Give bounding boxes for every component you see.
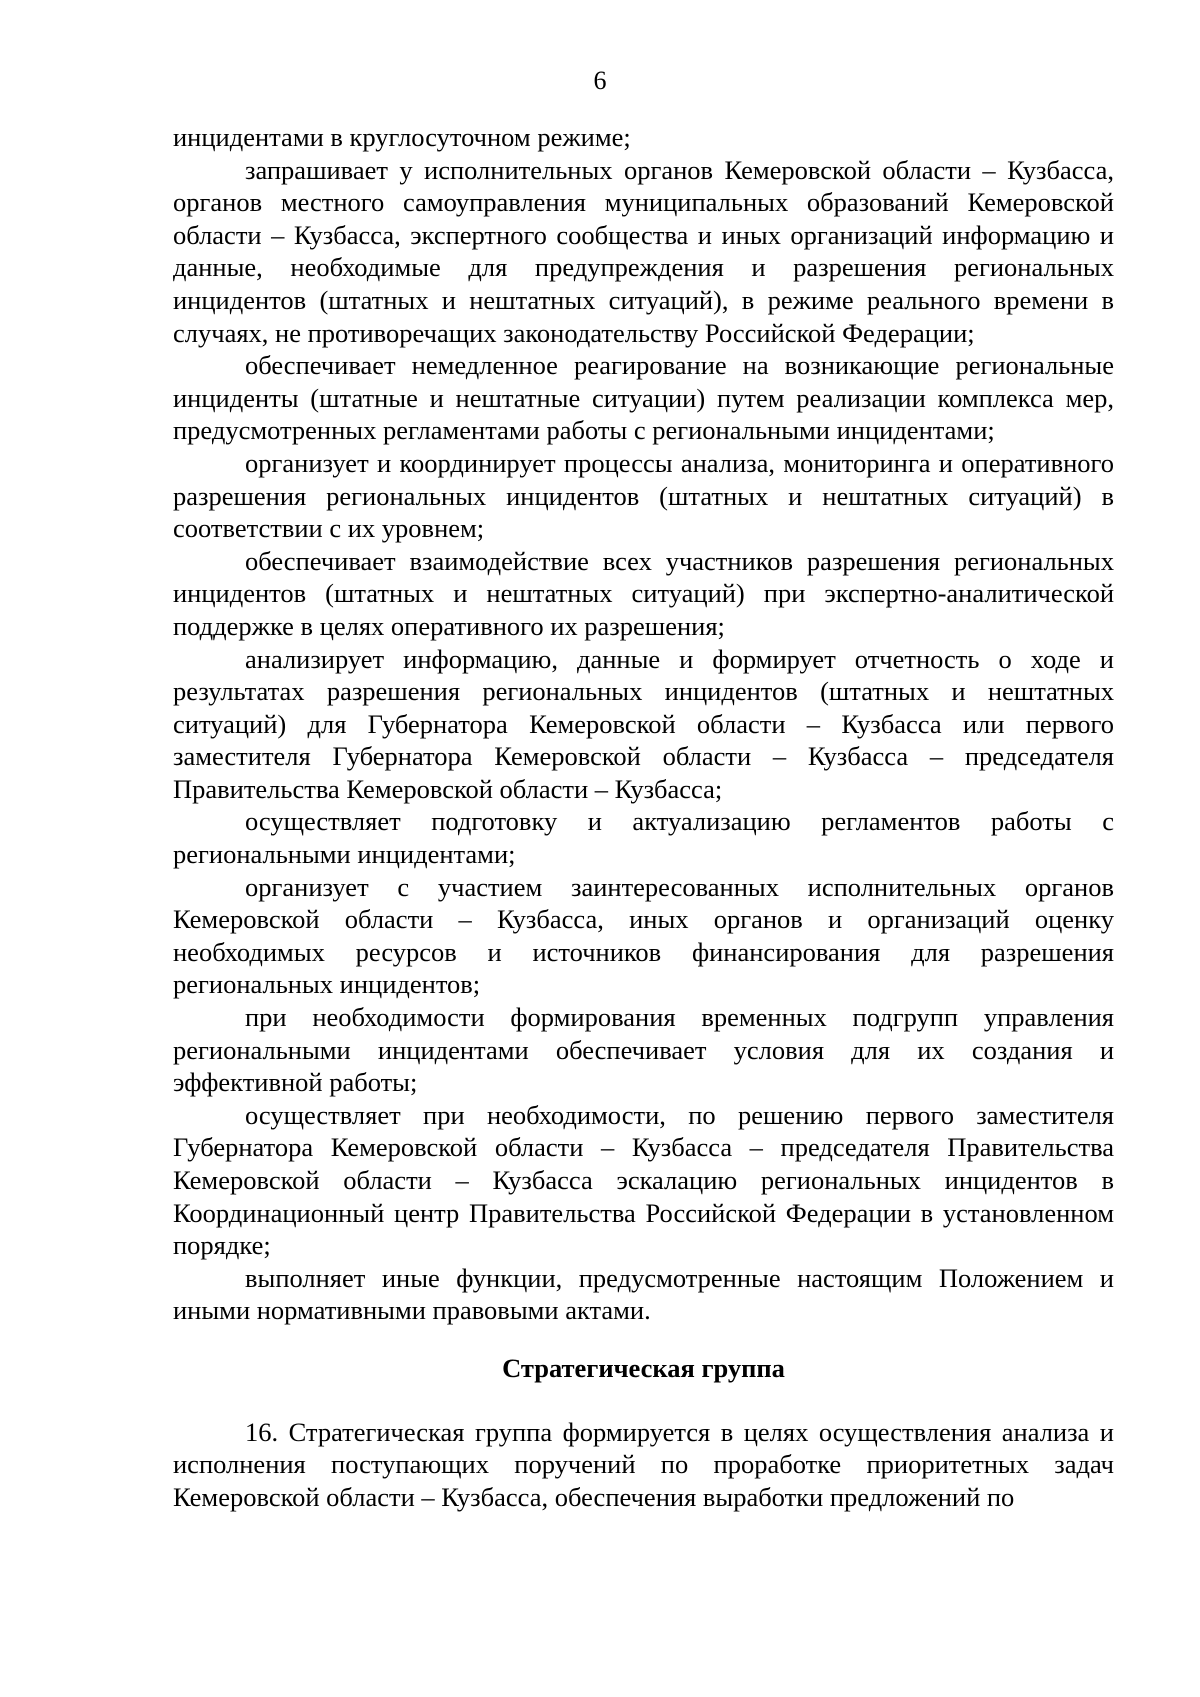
paragraph-immediate-response: обеспечивает немедленное реагирование на возникающие региональные инциденты (штатные и нештатные ситуации) путем реализации комплекса мер, предусмотренных регламентами работы с региональными инцидентами; [173, 350, 1114, 446]
paragraph-regulations: осуществляет подготовку и актуализацию регламентов работы с региональными инцидентами; [173, 806, 1114, 870]
section-heading: Стратегическая группа [502, 1352, 785, 1383]
paragraph-item-16: 16. Стратегическая группа формируется в целях осуществления анализа и исполнения поступающих поручений по проработке приоритетных задач Кемеровской области – Кузбасса, обеспечения выработки предложений по [173, 1416, 1114, 1512]
paragraph-escalation: осуществляет при необходимости, по решению первого заместителя Губернатора Кемеровской области – Кузбасса – председателя Правительства Кемеровской области – Кузбасса эскалацию региональных инцидентов в Координационный центр Правительства Российской Федерации в установленном порядке; [173, 1099, 1114, 1261]
paragraph-interaction: обеспечивает взаимодействие всех участников разрешения региональных инцидентов (штатных и нештатных ситуаций) при экспертно-аналитической поддержке в целях оперативного их разрешения; [173, 545, 1114, 641]
paragraph-continuation: инцидентами в круглосуточном режиме; [173, 122, 631, 152]
paragraph-resource-assessment: организует с участием заинтересованных исполнительных органов Кемеровской области – Кузбасса, иных органов и организаций оценку необходимых ресурсов и источников финансирования для разрешения региональных инцидентов; [173, 871, 1114, 1000]
paragraph-organizes-coordinates: организует и координирует процессы анализа, мониторинга и оперативного разрешения региональных инцидентов (штатных и нештатных ситуаций) в соответствии с их уровнем; [173, 447, 1114, 544]
paragraph-requests-information: запрашивает у исполнительных органов Кемеровской области – Кузбасса, органов местного самоуправления муниципальных образований Кемеровской области – Кузбасса, экспертного сообщества и иных организаций информацию и данные, необходимые для предупреждения и разрешения региональных инцидентов (штатных и нештатных ситуаций), в режиме реального времени в случаях, не противоречащих законодательству Российской Федерации; [173, 154, 1114, 348]
paragraph-other-functions: выполняет иные функции, предусмотренные настоящим Положением и иными нормативными правовыми актами. [173, 1262, 1114, 1326]
page-number: 6 [593, 66, 607, 95]
document-body [173, 121, 1114, 1513]
paragraph-analysis-reporting: анализирует информацию, данные и формирует отчетность о ходе и результатах разрешения региональных инцидентов (штатных и нештатных ситуаций) для Губернатора Кемеровской области – Кузбасса или первого заместителя Губернатора Кемеровской области – Кузбасса – председателя Правительства Кемеровской области – Кузбасса; [173, 643, 1114, 804]
paragraph-temporary-subgroups: при необходимости формирования временных подгрупп управления региональными инцидентами обеспечивает условия для их создания и эффективной работы; [173, 1002, 1114, 1098]
